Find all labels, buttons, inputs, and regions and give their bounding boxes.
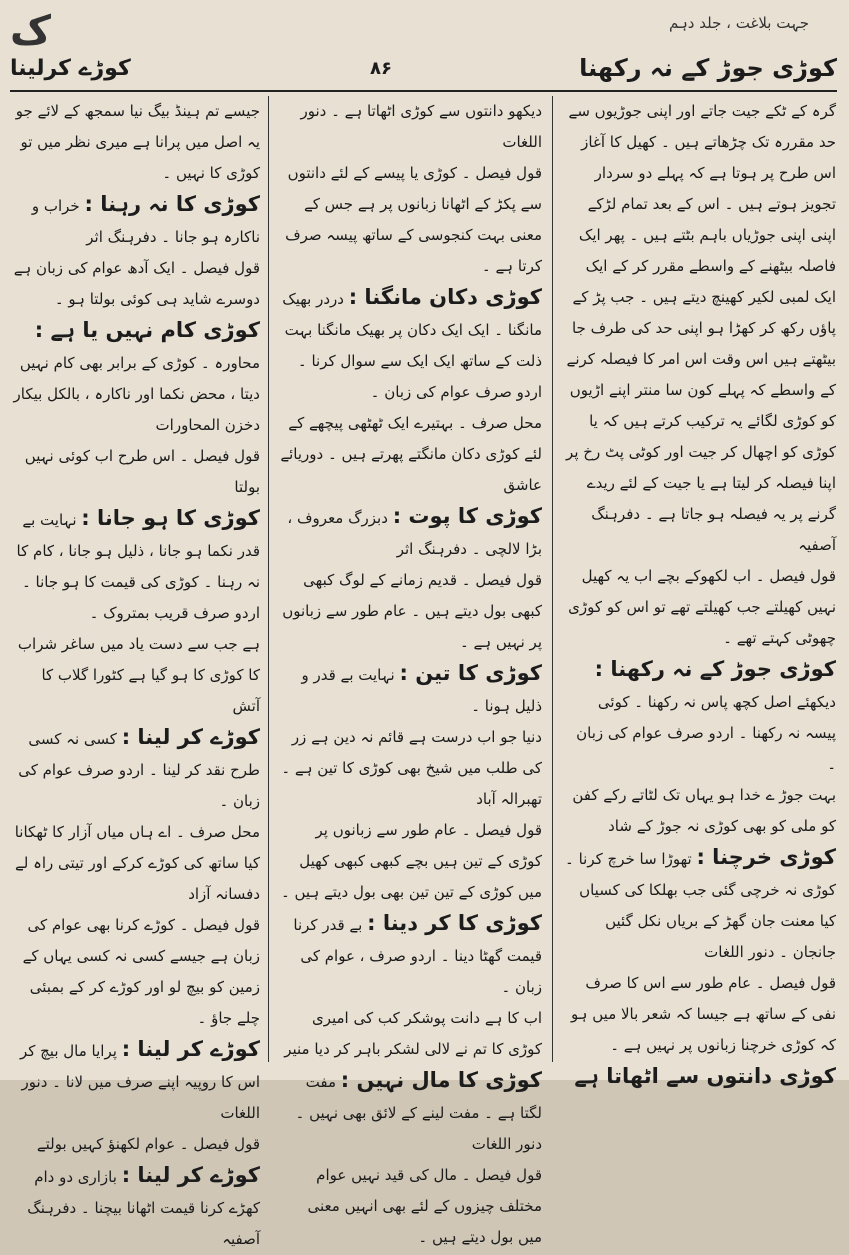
dictionary-entry bbox=[280, 408, 542, 501]
dictionary-entry bbox=[564, 561, 836, 654]
entry-headword: کوڑی خرچنا : bbox=[696, 845, 836, 869]
dictionary-entry bbox=[10, 96, 260, 189]
entry-text: اب کا ہے دانت پوشکر کب کی امیری کوڑی کا تم نے لالی لشکر باہر کر دیا منیر bbox=[284, 1009, 542, 1058]
dictionary-entry bbox=[564, 96, 836, 561]
entry-headword: کوڑے کر لینا : bbox=[121, 1037, 260, 1061]
header-rule bbox=[10, 90, 837, 92]
page-header bbox=[10, 52, 837, 92]
dictionary-entry bbox=[10, 1160, 260, 1255]
column-left bbox=[6, 96, 264, 1248]
entry-text: قول فیصل ۔ ایک آدھ عوام کی زبان ہے دوسرے شاید ہی کوئی بولتا ہو ۔ bbox=[13, 259, 260, 308]
entry-headword: کوڑی کا تین : bbox=[399, 661, 542, 685]
entry-headword: کوڑی کا ہو جانا : bbox=[81, 506, 260, 530]
dictionary-entry bbox=[10, 441, 260, 503]
dictionary-entry bbox=[280, 1065, 542, 1160]
entry-text: دیکھئے اصل کچھ پاس نہ رکھنا ۔ کوئی پیسہ نہ رکھنا ۔ اردو صرف عوام کی زبان ۔ bbox=[576, 693, 836, 773]
entry-text: قول فیصل ۔ کوڑی یا پیسے کے لئے دانتوں سے پکڑ کے اٹھانا زبانوں پر ہے جس کے معنی بہت کنجوسی کے ساتھ پیسہ صرف کرتا ہے ۔ bbox=[285, 164, 542, 275]
entry-headword: کوڑی کا کر دینا : bbox=[367, 911, 542, 935]
dictionary-entry bbox=[10, 1129, 260, 1160]
entry-text: قول فیصل ۔ اب لکھوکے بچے اب یہ کھیل نہیں کھیلتے جب کھیلتے تھے تو اس کو کوڑی چھوٹی کہتے تھے ۔ bbox=[568, 567, 836, 647]
entry-text: پرایا مال بیچ کر اس کا روپیہ اپنے صرف میں لانا ۔ دنور اللغات bbox=[19, 1042, 260, 1122]
dictionary-entry bbox=[10, 629, 260, 722]
entry-headword: کوڑے کر لینا : bbox=[121, 725, 260, 749]
entry-text: بے قدر کرنا قیمت گھٹا دینا ۔ اردو صرف ، عوام کی زبان ۔ bbox=[293, 916, 542, 996]
dictionary-entry bbox=[564, 780, 836, 842]
page-number: ۸۶ bbox=[370, 58, 392, 79]
dictionary-entry bbox=[280, 1003, 542, 1065]
entry-text: نہایت بے قدر نکما ہو جانا ، ذلیل ہو جانا ، کام کا نہ رہنا ۔ کوڑی کی قیمت کا ہو جانا ۔ اردو صرف قریب بمتروک ۔ bbox=[16, 511, 260, 622]
dictionary-entry bbox=[280, 282, 542, 408]
dictionary-entry bbox=[280, 722, 542, 815]
dictionary-entry bbox=[280, 658, 542, 722]
entry-text: محاورہ ۔ کوڑی کے برابر بھی کام نہیں دیتا ، محض نکما اور ناکارہ ، بالکل بیکار دخزن المحاورات bbox=[13, 354, 260, 434]
dictionary-entry bbox=[280, 158, 542, 282]
entry-text: دیکھو دانتوں سے کوڑی اٹھاتا ہے ۔ دنور اللغات bbox=[300, 102, 542, 151]
entry-text: تھوڑا سا خرچ کرنا ۔ کوڑی نہ خرچی گئی جب بھلکا کی کسیاں کیا معنت جان گھڑ کے بریاں نکل گئیں جانجان ۔ دنور اللغات bbox=[565, 850, 836, 961]
dictionary-entry bbox=[10, 315, 260, 441]
running-title: جہت بلاغت ، جلد دہم bbox=[669, 14, 809, 32]
dictionary-entry bbox=[10, 1034, 260, 1129]
entry-headword: کوڑی کام نہیں یا ہے : bbox=[34, 318, 260, 342]
entry-text: خراب و ناکارہ ہو جانا ۔ دفرہنگ اثر bbox=[31, 197, 260, 246]
entry-text: ہے جب سے دست یاد میں ساغر شراب کا کوڑی کا ہو گیا ہے کٹورا گلاب کا آتش bbox=[17, 635, 260, 715]
entry-text: بازاری دو دام کھڑے کرنا قیمت اٹھانا بیچنا ۔ دفرہنگ آصفیہ bbox=[27, 1168, 260, 1248]
dictionary-entry bbox=[10, 817, 260, 910]
dictionary-entry bbox=[280, 908, 542, 1003]
entry-headword: کوڑی کا پوت : bbox=[392, 504, 542, 528]
dictionary-entry bbox=[564, 842, 836, 968]
dictionary-entry bbox=[280, 815, 542, 908]
corner-letter: ک bbox=[10, 8, 51, 54]
entry-text: گرہ کے ٹکے جیت جاتے اور اپنی جوڑیوں سے حد مقررہ تک چڑھاتے ہیں ۔ کھیل کا آغاز اس طرح پر ہوتا ہے کہ پہلے دو سردار تجویز ہوتے ہیں ۔ اس کے بعد تمام لڑکے اپنی اپنی جوڑیاں باہم بٹتے ہیں ۔ پھر ایک فاصلہ بیٹھنے کے واسطے مقرر کر کے ایک ایک لمبی لکیر کھینچ دیتے ہیں ۔ جب پڑ کے پاؤں رکھ کر کھڑا ہو اپنی حد کی طرف جا بیٹھتے ہیں اس وقت اس امر کا فیصلہ کرنے کے واسطے کہ پہلے کون سا منتر اپنے اڑیوں کو کوڑی لگائے یہ ترکیب کرتے ہیں کہ یا کوڑی کو اچھال کر جیت اور کوٹی پٹ رخ پر اپنا فیصلہ کر لیتا ہے یا جیت کے لئے ریدے گرنے پر یہ فیصلہ ہو جاتا ہے ۔ دفرہنگ آصفیہ bbox=[566, 102, 836, 554]
entry-text: دبزرگ معروف ، بڑا لالچی ۔ دفرہنگ اثر bbox=[287, 509, 542, 558]
entry-text: دردر بھیک مانگنا ۔ ایک ایک دکان پر بھیک مانگنا بہت ذلت کے ساتھ ایک ایک سے سوال کرنا ۔ اردو صرف عوام کی زبان ۔ bbox=[282, 290, 542, 401]
entry-headword: کوڑی جوڑ کے نہ رکھنا : bbox=[594, 657, 836, 681]
entry-text: قول فیصل ۔ عوام لکھنؤ کہیں بولتے bbox=[36, 1135, 260, 1153]
entry-headword: کوڑی دانتوں سے اٹھاتا ہے bbox=[574, 1064, 836, 1088]
dictionary-entry bbox=[280, 565, 542, 658]
dictionary-entry bbox=[10, 722, 260, 817]
entry-text: محل صرف ۔ بہتیرے ایک ٹھٹھی پیچھے کے لئے کوڑی دکان مانگتے پھرتے ہیں ۔ دوریائے عاشق bbox=[280, 414, 542, 494]
entry-headword: کوڑے کر لینا : bbox=[121, 1163, 260, 1187]
entry-text: قول فیصل ۔ کوڑے کرنا بھی عوام کی زبان ہے جیسے کسی نہ کسی یہاں کے زمین کو بیچ لو اور کوڑے کر کے بمبئی چلے جاؤ ۔ bbox=[22, 916, 260, 1027]
header-left-headword: کوڑے کرلینا bbox=[10, 56, 131, 81]
dictionary-entry bbox=[280, 501, 542, 565]
entry-text: دنیا جو اب درست ہے قائم نہ دین ہے زر کی طلب میں شیخ بھی کوڑی کا تین ہے ۔ تھبرالہ آباد bbox=[281, 728, 542, 808]
column-divider bbox=[268, 96, 269, 1062]
dictionary-entry bbox=[564, 1061, 836, 1094]
dictionary-entry bbox=[10, 910, 260, 1034]
entry-text: بہت جوڑ ے خدا ہو یہاں تک لٹاتے رکے کفن کو ملی کو بھی کوڑی نہ جوڑ کے شاد bbox=[572, 786, 836, 835]
column-divider bbox=[552, 96, 553, 1062]
entry-headword: کوڑی کا نہ رہنا : bbox=[84, 192, 260, 216]
dictionary-entry bbox=[10, 503, 260, 629]
entry-text: جیسے تم ہینڈ بیگ نیا سمجھ کے لائے جو یہ اصل میں پرانا ہے میری نظر میں تو کوڑی کا نہیں ۔ bbox=[15, 102, 260, 182]
dictionary-entry bbox=[10, 253, 260, 315]
header-right-headword: کوڑی جوڑ کے نہ رکھنا bbox=[579, 54, 837, 82]
dictionary-entry bbox=[280, 1160, 542, 1253]
entry-text: قول فیصل ۔ قدیم زمانے کے لوگ کبھی کبھی بول دیتے ہیں ۔ عام طور سے زبانوں پر نہیں ہے ۔ bbox=[282, 571, 542, 651]
dictionary-entry bbox=[10, 189, 260, 253]
dictionary-entry bbox=[564, 968, 836, 1061]
dictionary-entry bbox=[564, 654, 836, 780]
entry-headword: کوڑی دکان مانگنا : bbox=[348, 285, 542, 309]
column-right bbox=[560, 96, 840, 1088]
entry-headword: کوڑی کا مال نہیں : bbox=[340, 1068, 542, 1092]
dictionary-entry bbox=[280, 96, 542, 158]
entry-text: مفت لگتا ہے ۔ مفت لینے کے لائق بھی نہیں ۔ دنور اللغات bbox=[295, 1073, 542, 1153]
entry-text: قول فیصل ۔ عام طور سے اس کا صرف نفی کے ساتھ ہے جیسا کہ شعر بالا میں ہو کہ کوڑی خرچنا زبانوں پر نہیں ہے ۔ bbox=[570, 974, 836, 1054]
entry-text: قول فیصل ۔ مال کی قید نہیں عوام مختلف چیزوں کے لئے بھی انہیں معنی میں بول دیتے ہیں ۔ bbox=[307, 1166, 542, 1246]
entry-text: قول فیصل ۔ اس طرح اب کوئی نہیں بولتا bbox=[24, 447, 260, 496]
entry-text: قول فیصل ۔ عام طور سے زبانوں پر کوڑی کے تین ہیں بچے کبھی کبھی کھیل میں کوڑی کے تین تین بھی بول دیتے ہیں ۔ bbox=[280, 821, 542, 901]
entry-text: نہایت بے قدر و ذلیل ہونا ۔ bbox=[301, 666, 542, 715]
entry-text: کسی نہ کسی طرح نقد کر لینا ۔ اردو صرف عوام کی زبان ۔ bbox=[18, 730, 260, 810]
entry-text: محل صرف ۔ اے ہاں میاں آزار کا ٹھکانا کیا ساتھ کی کوڑے کرکے اور تیتی راہ لے دفسانہ آزاد bbox=[14, 823, 260, 903]
column-middle bbox=[276, 96, 546, 1246]
